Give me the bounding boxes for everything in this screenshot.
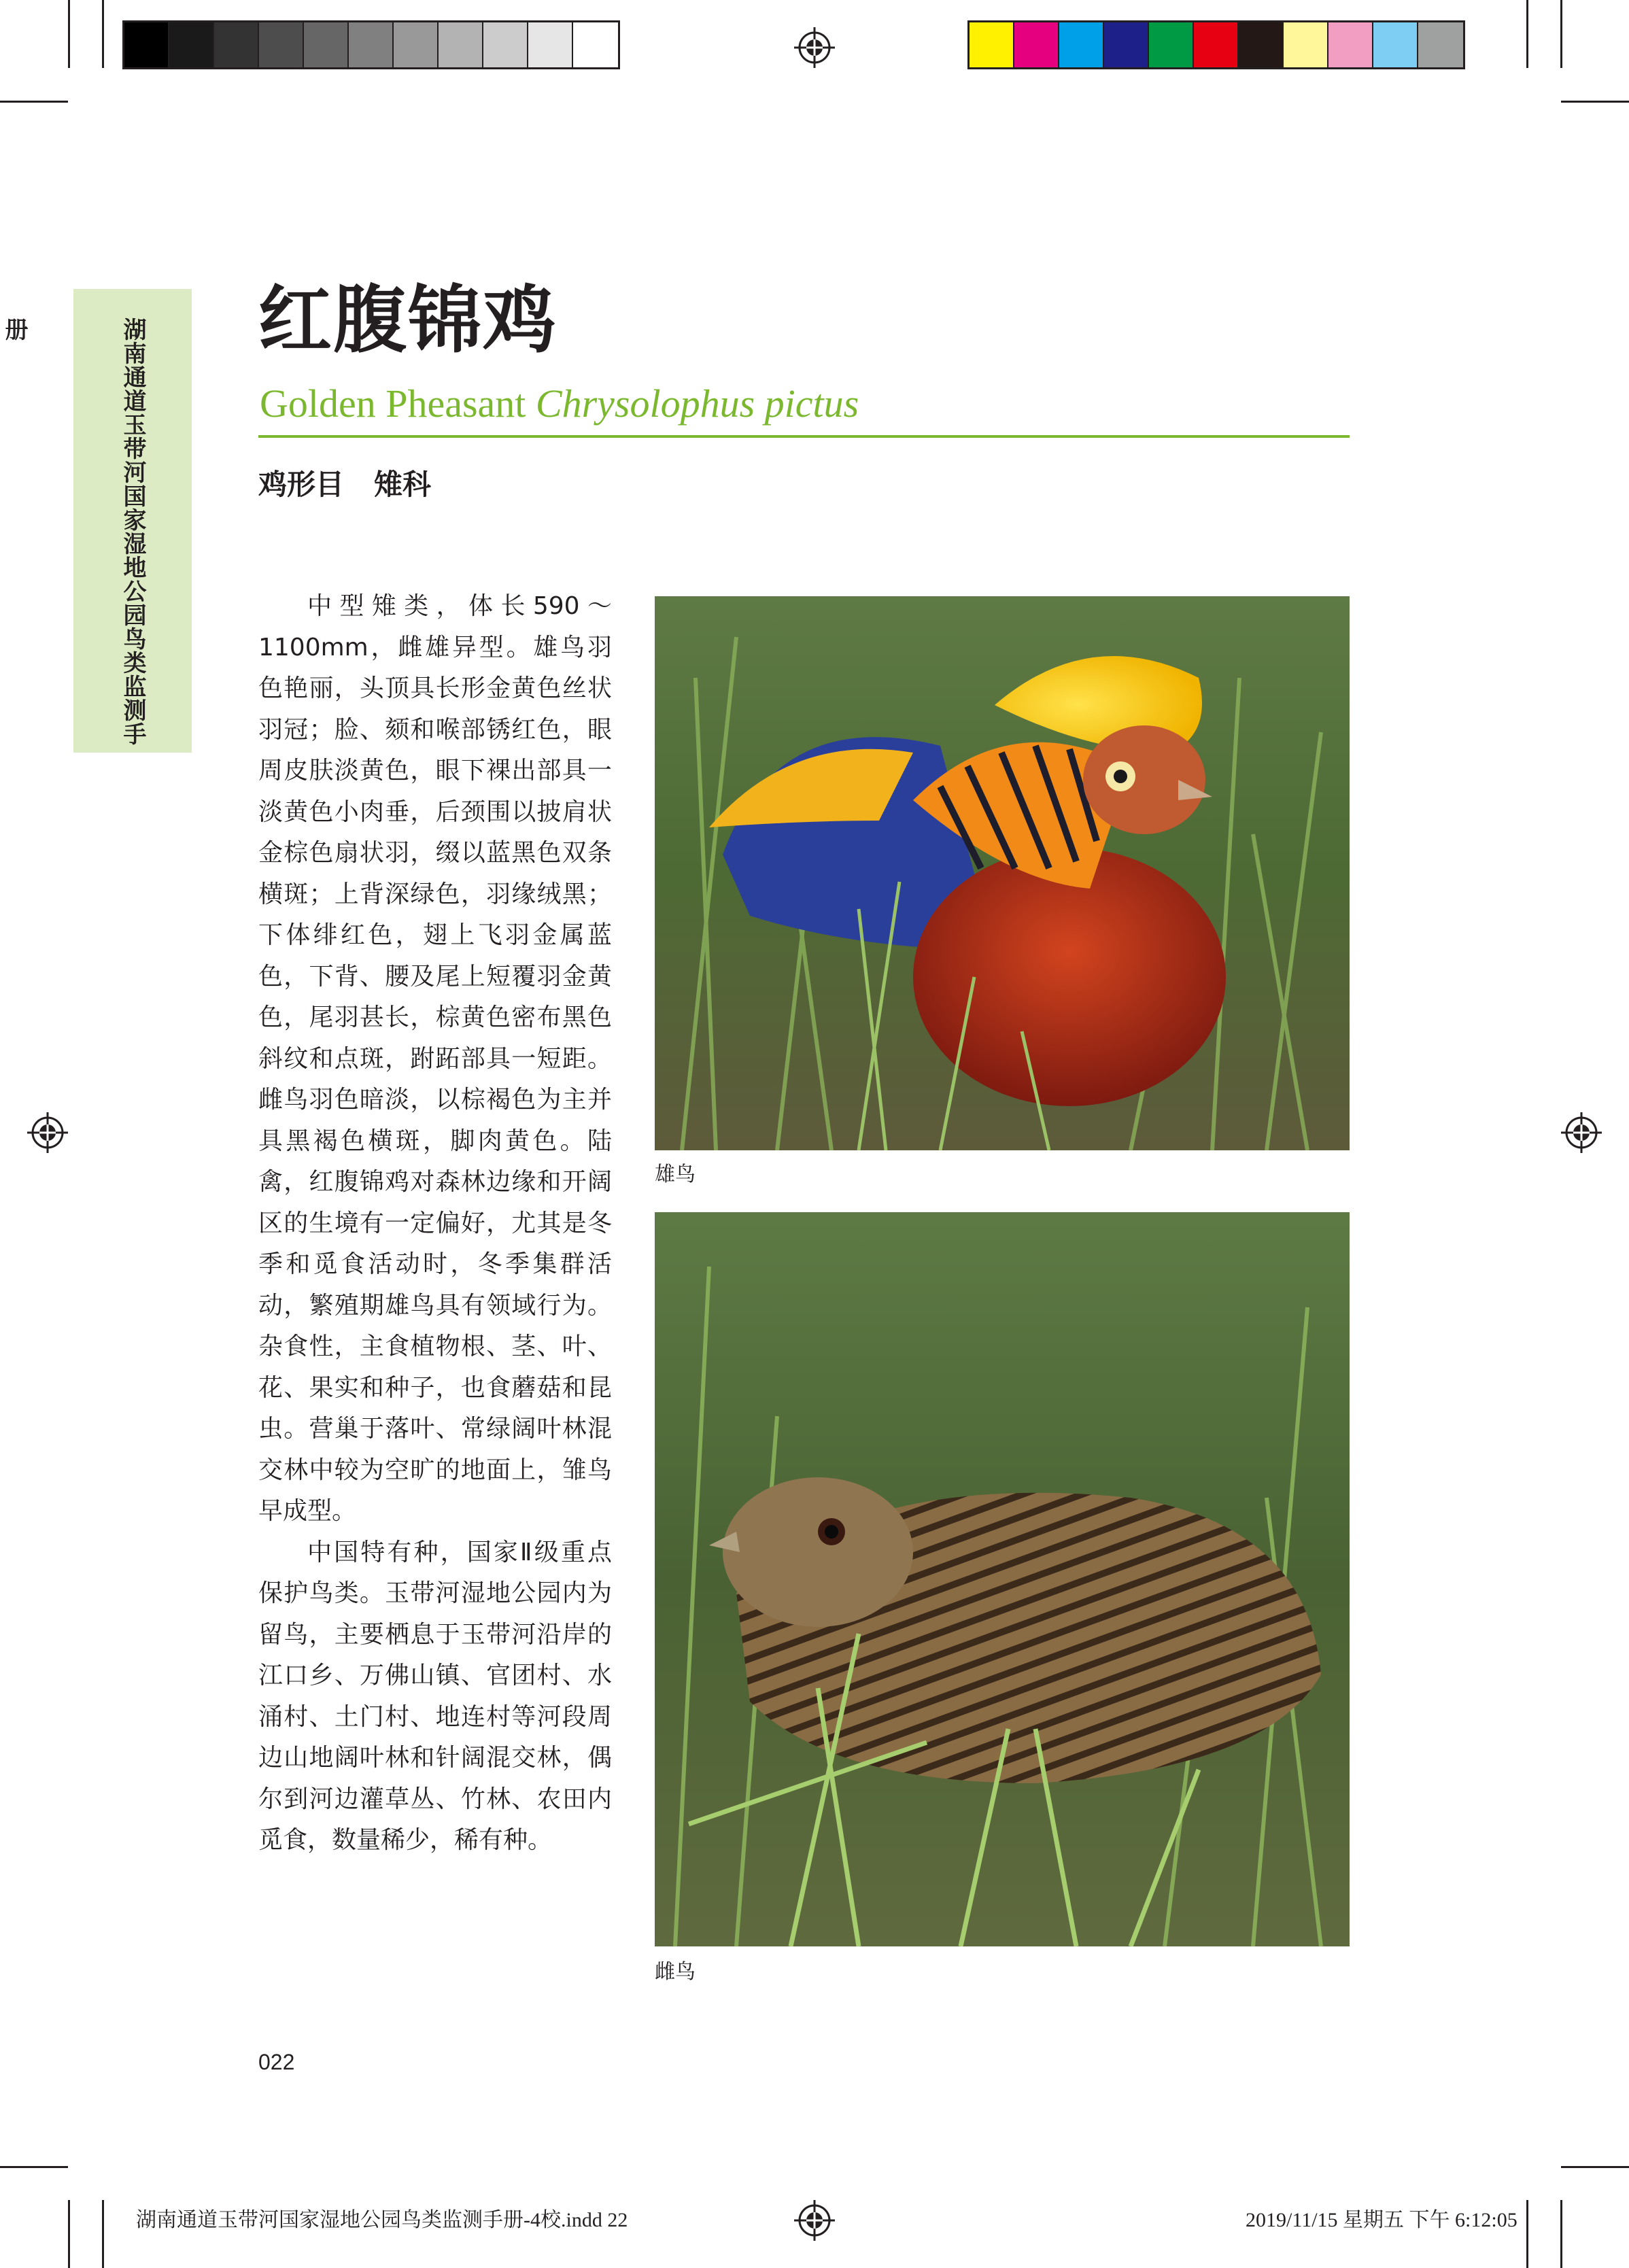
- color-swatch: [1104, 22, 1149, 67]
- male-bird-photo: [655, 596, 1350, 1150]
- crop-mark: [0, 2166, 68, 2168]
- description-paragraph: 中型雉类，体长590～1100mm，雌雄异型。雄鸟羽色艳丽，头顶具长形金黄色丝状羽冠；脸、颏和喉部锈红色，眼周皮肤淡黄色，眼下裸出部具一淡黄色小肉垂，后颈围以披肩状金棕色扇状羽，缀以蓝黑色双条横斑；上背深绿色，羽缘绒黑；下体绯红色，翅上飞羽金属蓝色，下背、腰及尾上短覆羽金黄色，尾羽甚长，棕黄色密布黑色斜纹和点斑，跗跖部具一短距。雌鸟羽色暗淡，以棕褐色为主并具黑褐色横斑，脚肉黄色。陆禽，红腹锦鸡对森林边缘和开阔区的生境有一定偏好，尤其是冬季和觅食活动时，冬季集群活动，繁殖期雄鸟具有领域行为。杂食性，主食植物根、茎、叶、花、果实和种子，也食蘑菇和昆虫。营巢于落叶、常绿阔叶林混交林中较为空旷的地面上，雏鸟早成型。: [258, 592, 612, 1525]
- page-number: 022: [258, 2050, 295, 2074]
- crop-mark: [102, 0, 104, 68]
- female-bird-photo: [655, 1212, 1350, 1946]
- scientific-name: Chrysolophus pictus: [535, 381, 859, 426]
- side-tab: [1, 289, 192, 753]
- color-swatch: [528, 22, 573, 67]
- taxonomy-line: [258, 462, 461, 503]
- crop-mark: [1526, 0, 1528, 68]
- species-title-chinese: 红腹锦鸡: [258, 278, 558, 363]
- male-photo-caption: 雄鸟: [655, 1163, 696, 1186]
- crop-mark: [68, 2200, 70, 2268]
- color-swatch: [1194, 22, 1239, 67]
- color-swatch: [439, 22, 483, 67]
- crop-mark: [68, 0, 70, 68]
- title-divider: [258, 435, 1350, 438]
- color-swatch: [1373, 22, 1418, 67]
- color-swatch: [124, 22, 169, 67]
- taxonomy-order: 鸡形目: [258, 468, 345, 501]
- registration-mark-icon: [27, 1112, 68, 1153]
- crop-mark: [102, 2200, 104, 2268]
- color-swatch: [214, 22, 259, 67]
- common-name: Golden Pheasant: [260, 381, 526, 426]
- color-swatch: [169, 22, 214, 67]
- registration-mark-icon: [1561, 1112, 1602, 1153]
- color-swatch: [1418, 22, 1463, 67]
- color-swatch: [349, 22, 394, 67]
- color-swatch: [394, 22, 439, 67]
- color-swatch: [483, 22, 528, 67]
- color-swatch: [259, 22, 304, 67]
- crop-mark: [1526, 2200, 1528, 2268]
- crop-mark: [1561, 101, 1629, 103]
- color-swatch: [1284, 22, 1328, 67]
- side-tab-label: 湖南通道玉带河国家湿地公园鸟类监测手册: [1, 317, 146, 746]
- description-paragraph: 中国特有种，国家Ⅱ级重点保护鸟类。玉带河湿地公园内为留鸟，主要栖息于玉带河沿岸的江口乡、万佛山镇、官团村、水涌村、土门村、地连村等河段周边山地阔叶林和针阔混交林，偶尔到河边灌草丛、竹林、农田内觅食，数量稀少，稀有种。: [258, 1538, 612, 1854]
- female-photo-caption: 雌鸟: [655, 1960, 696, 1984]
- species-title-english: [260, 381, 859, 426]
- color-swatch: [304, 22, 349, 67]
- registration-mark-icon: [794, 2200, 835, 2241]
- color-swatch: [1239, 22, 1284, 67]
- species-description: [258, 586, 612, 1861]
- color-swatch: [970, 22, 1014, 67]
- crop-mark: [1560, 2200, 1562, 2268]
- crop-mark: [0, 101, 68, 103]
- taxonomy-family: 雉科: [374, 468, 432, 501]
- color-swatch: [1059, 22, 1104, 67]
- color-swatch: [1328, 22, 1373, 67]
- gray-calibration-bar: [122, 20, 620, 69]
- crop-mark: [1560, 0, 1562, 68]
- color-swatch: [573, 22, 618, 67]
- crop-mark: [1561, 2166, 1629, 2168]
- color-calibration-bar: [967, 20, 1465, 69]
- registration-mark-icon: [794, 27, 835, 68]
- color-swatch: [1149, 22, 1194, 67]
- slug-file-info: 湖南通道玉带河国家湿地公园鸟类监测手册-4校.indd 22: [136, 2209, 628, 2231]
- color-swatch: [1014, 22, 1059, 67]
- slug-timestamp: 2019/11/15 星期五 下午 6:12:05: [1246, 2209, 1517, 2231]
